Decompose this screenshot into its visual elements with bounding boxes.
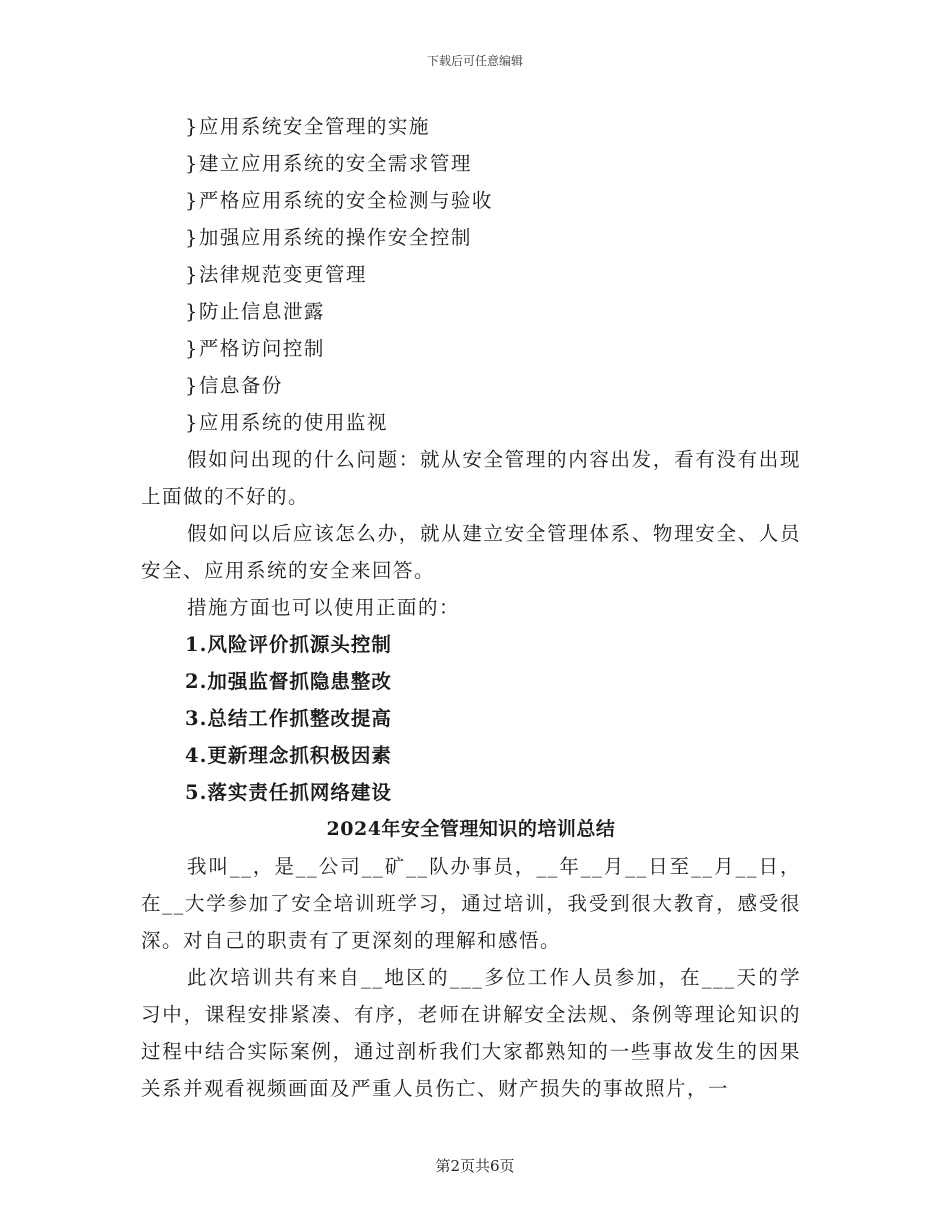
numbered-item: 4.更新理念抓积极因素 xyxy=(185,744,392,767)
list-item: }加强应用系统的操作安全控制 xyxy=(185,226,472,249)
document-body xyxy=(141,108,801,1107)
numbered-item: 3.总结工作抓整改提高 xyxy=(185,707,392,730)
list-item: }严格应用系统的安全检测与验收 xyxy=(185,189,493,212)
bracket-list xyxy=(141,108,801,441)
paragraph: 措施方面也可以使用正面的： xyxy=(187,596,461,619)
list-item: }信息备份 xyxy=(185,374,283,397)
numbered-item: 2.加强监督抓隐患整改 xyxy=(185,670,392,693)
numbered-item: 5.落实责任抓网络建设 xyxy=(185,781,392,804)
list-item: }法律规范变更管理 xyxy=(185,263,367,286)
list-item: }应用系统的使用监视 xyxy=(185,411,388,434)
paragraph: 假如问以后应该怎么办，就从建立安全管理体系、物理安全、人员安全、应用系统的安全来回答。 xyxy=(141,522,801,582)
list-item: }应用系统安全管理的实施 xyxy=(185,115,430,138)
numbered-list xyxy=(141,626,801,811)
list-item: }防止信息泄露 xyxy=(185,300,325,323)
list-item: }建立应用系统的安全需求管理 xyxy=(185,152,472,175)
paragraph: 我叫__，是__公司__矿__队办事员，__年__月__日至__月__日，在__大学参加了安全培训班学习，通过培训，我受到很大教育，感受很深。对自己的职责有了更深刻的理解和感悟。 xyxy=(141,855,801,952)
section-title: 2024年安全管理知识的培训总结 xyxy=(326,818,616,840)
numbered-item: 1.风险评价抓源头控制 xyxy=(185,633,392,656)
page-header: 下载后可任意编辑 xyxy=(426,54,523,68)
paragraph: 假如问出现的什么问题：就从安全管理的内容出发，看有没有出现上面做的不好的。 xyxy=(141,448,801,508)
page-footer: 第2页共6页 xyxy=(435,1157,515,1175)
paragraph: 此次培训共有来自__地区的___多位工作人员参加，在___天的学习中，课程安排紧凑、有序，老师在讲解安全法规、条例等理论知识的过程中结合实际案例，通过剖析我们大家都熟知的一些事故发生的因果关系并观看视频画面及严重人员伤亡、财产损失的事故照片，一 xyxy=(141,966,801,1100)
list-item: }严格访问控制 xyxy=(185,337,325,360)
